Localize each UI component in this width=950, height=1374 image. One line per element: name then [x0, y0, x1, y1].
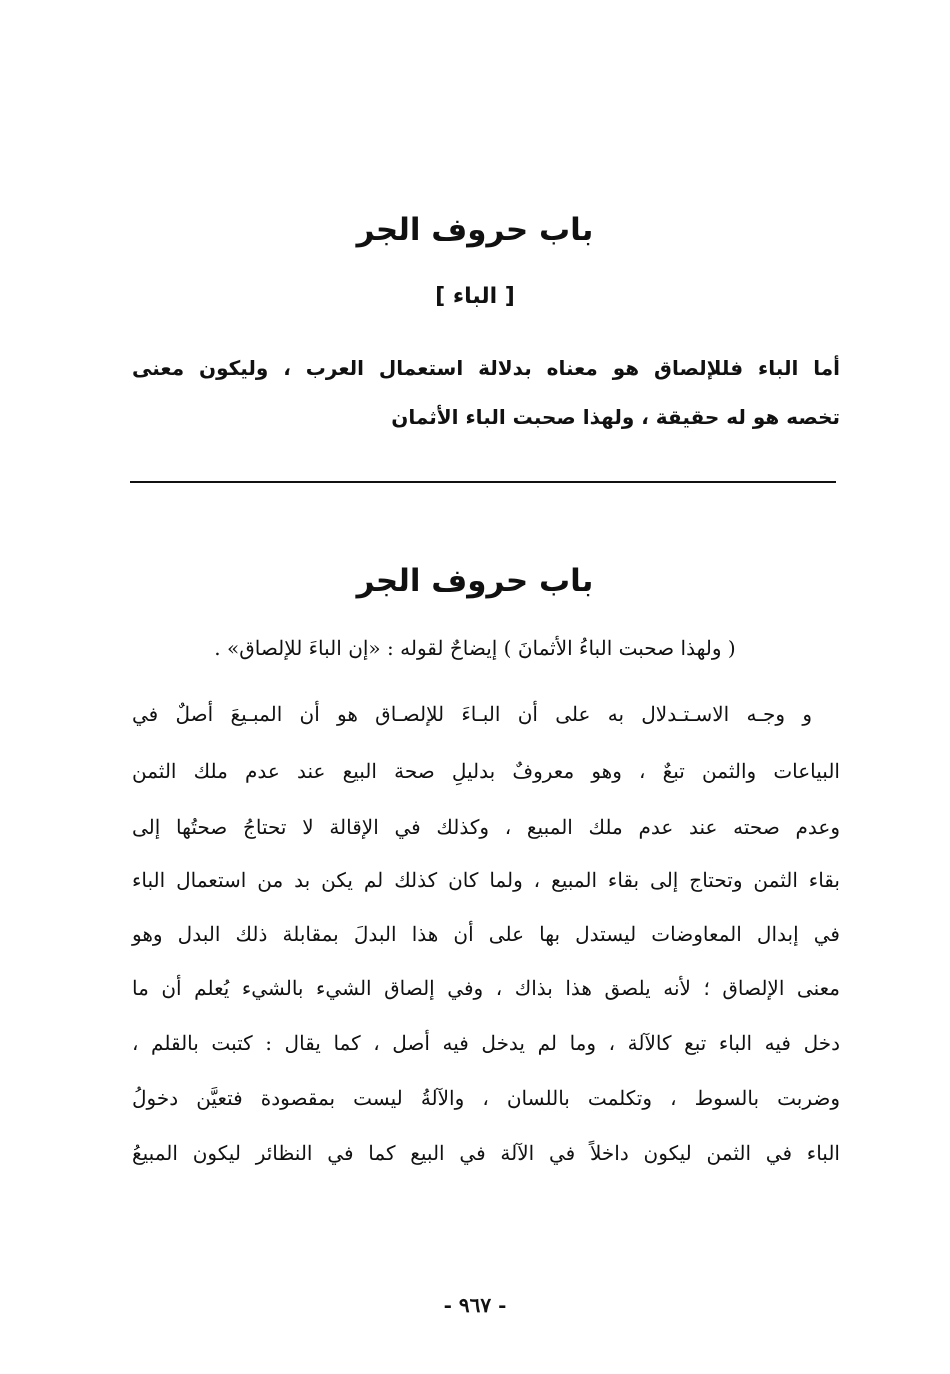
commentary-quote-line: ( ولهذا صحبت الباءُ الأثمانَ ) إيضاحٌ لقوله : «إن الباءَ للإلصاق» .: [214, 636, 736, 660]
matn-line-1: أما الباء فللإلصاق هو معناه بدلالة استعمال العرب ، وليكون معنى: [132, 356, 840, 380]
commentary-line-1: و وجـه الاسـتـدلال به على أن البـاءَ للإلصـاق هو أن المبـيعَ أصلٌ في: [132, 702, 812, 726]
commentary-heading: باب حروف الجر: [356, 563, 594, 599]
commentary-line-6: معنى الإلصاق ؛ لأنه يلصق هذا بذاك ، وفي إلصاق الشيء بالشيء يُعلم أن ما: [132, 976, 840, 1000]
commentary-line-3: وعدم صحته عند عدم ملك المبيع ، وكذلك في الإقالة لا تحتاجُ صحتُها إلى: [132, 815, 840, 839]
commentary-line-4: بقاء الثمن وتحتاج إلى بقاء المبيع ، ولما كان كذلك لم يكن بد من استعمال الباء: [132, 868, 840, 892]
matn-line-2: تخصه هو له حقيقة ، ولهذا صحبت الباء الأثمان: [391, 405, 840, 429]
page-number: - ٩٦٧ -: [443, 1293, 507, 1317]
commentary-line-9: الباء في الثمن ليكون داخلاً في الآلة في البيع كما في النظائر ليكون المبيعُ: [132, 1141, 840, 1165]
section-divider: [130, 481, 836, 483]
commentary-line-2: البياعات والثمن تبعٌ ، وهو معروفٌ بدليلِ صحة البيع عند عدم ملك الثمن: [132, 759, 840, 783]
commentary-line-5: في إبدال المعاوضات ليستدل بها على أن هذا البدلَ بمقابلة ذلك البدل وهو: [132, 922, 840, 946]
matn-heading: باب حروف الجر: [356, 212, 594, 248]
matn-subheading: [ الباء ]: [435, 284, 515, 309]
commentary-line-7: دخل فيه الباء تبع كالآلة ، وما لم يدخل فيه أصل ، كما يقال : كتبت بالقلم ،: [132, 1031, 840, 1055]
commentary-line-8: وضربت بالسوط ، وتكلمت باللسان ، والآلةُ ليست بمقصودة فتعيَّن دخولُ: [132, 1086, 840, 1110]
